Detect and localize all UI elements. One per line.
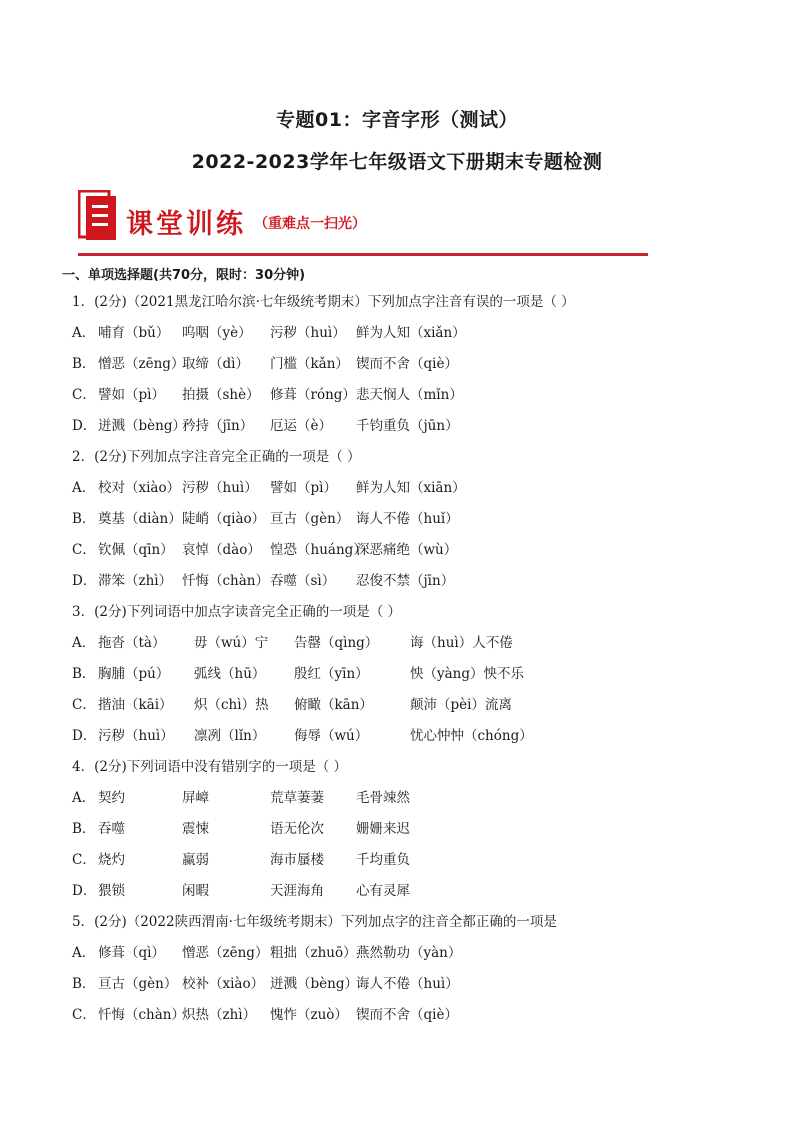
option-item: 譬如（pì） bbox=[270, 480, 337, 496]
option-item: 呜咽（yè） bbox=[182, 325, 252, 341]
option-item: 告罄（qìng） bbox=[294, 635, 379, 651]
option-item: 拍摄（shè） bbox=[182, 387, 260, 403]
banner-divider bbox=[78, 253, 648, 256]
option-item: 语无伦次 bbox=[270, 821, 324, 837]
option-label: B． bbox=[72, 821, 96, 837]
option-item: 锲而不舍（qiè） bbox=[356, 356, 458, 372]
option-item: 炽（chì）热 bbox=[194, 697, 269, 713]
option-item: 揩油（kāi） bbox=[98, 697, 173, 713]
option-label: D． bbox=[72, 418, 97, 434]
option-label: A． bbox=[72, 325, 96, 341]
option-label: B． bbox=[72, 666, 96, 682]
option-item: 钦佩（qīn） bbox=[98, 542, 174, 558]
option-item: 鲜为人知（xiǎn） bbox=[356, 325, 466, 341]
option-label: C． bbox=[72, 697, 96, 713]
option-item: 毛骨竦然 bbox=[356, 790, 410, 806]
option-item: 弧线（hū） bbox=[194, 666, 266, 682]
option-item: 燕然勒功（yàn） bbox=[356, 945, 462, 961]
option-item: 污秽（huì） bbox=[98, 728, 174, 744]
option-item: 心有灵犀 bbox=[356, 883, 410, 899]
option-item: 震悚 bbox=[182, 821, 209, 837]
option-item: 千钧重负（jūn） bbox=[356, 418, 459, 434]
option-row bbox=[72, 535, 752, 566]
option-item: 赢弱 bbox=[182, 852, 209, 868]
question-stem: 4．(2分)下列词语中没有错别字的一项是（ ） bbox=[72, 759, 348, 775]
option-label: B． bbox=[72, 356, 96, 372]
option-item: 憎恶（zēng） bbox=[98, 356, 185, 372]
option-item: 陡峭（qiào） bbox=[182, 511, 266, 527]
option-item: 胸脯（pú） bbox=[98, 666, 170, 682]
document-icon bbox=[78, 190, 118, 242]
option-label: B． bbox=[72, 511, 96, 527]
option-item: 迸溅（bèng） bbox=[98, 418, 186, 434]
option-item: 颠沛（pèi）流离 bbox=[410, 697, 512, 713]
option-item: 姗姗来迟 bbox=[356, 821, 410, 837]
option-item: 拖沓（tà） bbox=[98, 635, 166, 651]
banner-title: 课堂训练 bbox=[126, 209, 246, 240]
option-item: 校补（xiào） bbox=[182, 976, 265, 992]
option-item: 荒草萋萋 bbox=[270, 790, 324, 806]
option-item: 忧心忡忡（chóng） bbox=[410, 728, 533, 744]
option-item: 取缔（dì） bbox=[182, 356, 249, 372]
option-item: 天涯海角 bbox=[270, 883, 324, 899]
option-row bbox=[72, 969, 752, 1000]
page-subtitle: 2022-2023学年七年级语文下册期末专题检测 bbox=[191, 151, 603, 173]
option-item: 契约 bbox=[98, 790, 125, 806]
option-item: 迸溅（bèng） bbox=[270, 976, 358, 992]
option-item: 悲天悯人（mǐn） bbox=[356, 387, 463, 403]
option-item: 炽热（zhì） bbox=[182, 1007, 257, 1023]
option-item: 毋（wú）宁 bbox=[194, 635, 269, 651]
option-item: 诲人不倦（huǐ） bbox=[356, 511, 459, 527]
option-row bbox=[72, 349, 752, 380]
option-row bbox=[72, 938, 752, 969]
option-row bbox=[72, 814, 752, 845]
section-banner bbox=[78, 190, 648, 260]
option-item: 亘古（gèn） bbox=[98, 976, 178, 992]
option-item: 闲暇 bbox=[182, 883, 209, 899]
option-row bbox=[72, 690, 752, 721]
option-row bbox=[72, 380, 752, 411]
option-item: 门槛（kǎn） bbox=[270, 356, 349, 372]
option-item: 深恶痛绝（wù） bbox=[356, 542, 458, 558]
option-label: A． bbox=[72, 790, 96, 806]
option-item: 怏（yàng）怏不乐 bbox=[410, 666, 525, 682]
option-label: C． bbox=[72, 1007, 96, 1023]
option-item: 粗拙（zhuō） bbox=[270, 945, 357, 961]
option-label: C． bbox=[72, 542, 96, 558]
option-row bbox=[72, 504, 752, 535]
option-item: 猥锁 bbox=[98, 883, 125, 899]
option-item: 忏悔（chàn） bbox=[182, 573, 269, 589]
option-row bbox=[72, 659, 752, 690]
option-item: 憎恶（zēng） bbox=[182, 945, 269, 961]
option-row bbox=[72, 318, 752, 349]
option-item: 奠基（diàn） bbox=[98, 511, 182, 527]
option-item: 矜持（jīn） bbox=[182, 418, 254, 434]
option-row bbox=[72, 473, 752, 504]
option-item: 忍俊不禁（jīn） bbox=[356, 573, 455, 589]
question-stem: 5．(2分)（2022陕西渭南·七年级统考期末）下列加点字的注音全都正确的一项是 bbox=[72, 914, 557, 930]
option-row bbox=[72, 783, 752, 814]
option-row bbox=[72, 566, 752, 597]
option-label: C． bbox=[72, 852, 96, 868]
option-item: 惶恐（huáng） bbox=[270, 542, 367, 558]
question-stem: 1．(2分)（2021黑龙江哈尔滨·七年级统考期末）下列加点字注音有误的一项是（ ） bbox=[72, 294, 575, 310]
option-item: 修葺（róng） bbox=[270, 387, 356, 403]
option-label: A． bbox=[72, 635, 96, 651]
option-item: 譬如（pì） bbox=[98, 387, 165, 403]
option-row bbox=[72, 1000, 752, 1031]
option-item: 吞噬（sì） bbox=[270, 573, 336, 589]
option-item: 烧灼 bbox=[98, 852, 125, 868]
option-item: 屏嶂 bbox=[182, 790, 209, 806]
question-stem: 3．(2分)下列词语中加点字读音完全正确的一项是（ ） bbox=[72, 604, 402, 620]
banner-subtitle: （重难点一扫光） bbox=[254, 216, 366, 232]
option-item: 污秽（huì） bbox=[182, 480, 258, 496]
option-item: 诲（huì）人不倦 bbox=[410, 635, 513, 651]
option-item: 殷红（yīn） bbox=[294, 666, 369, 682]
option-label: D． bbox=[72, 728, 97, 744]
option-item: 忏悔（chàn） bbox=[98, 1007, 185, 1023]
option-row bbox=[72, 628, 752, 659]
option-item: 锲而不舍（qiè） bbox=[356, 1007, 458, 1023]
question-stem: 2．(2分)下列加点字注音完全正确的一项是（ ） bbox=[72, 449, 361, 465]
option-item: 哀悼（dào） bbox=[182, 542, 261, 558]
option-label: A． bbox=[72, 480, 96, 496]
option-row bbox=[72, 876, 752, 907]
question-list bbox=[72, 287, 752, 1031]
option-label: D． bbox=[72, 573, 97, 589]
option-item: 滞笨（zhì） bbox=[98, 573, 173, 589]
option-label: B． bbox=[72, 976, 96, 992]
option-item: 愧怍（zuò） bbox=[270, 1007, 348, 1023]
option-label: C． bbox=[72, 387, 96, 403]
option-item: 鲜为人知（xiān） bbox=[356, 480, 466, 496]
option-row bbox=[72, 845, 752, 876]
option-label: A． bbox=[72, 945, 96, 961]
option-row bbox=[72, 721, 752, 752]
option-label: D． bbox=[72, 883, 97, 899]
option-item: 侮辱（wú） bbox=[294, 728, 369, 744]
page-title: 专题01：字音字形（测试） bbox=[276, 109, 518, 131]
option-item: 哺育（bǔ） bbox=[98, 325, 170, 341]
option-row bbox=[72, 411, 752, 442]
option-item: 校对（xiào） bbox=[98, 480, 181, 496]
option-item: 俯瞰（kān） bbox=[294, 697, 373, 713]
option-item: 吞噬 bbox=[98, 821, 125, 837]
option-item: 亘古（gèn） bbox=[270, 511, 350, 527]
option-item: 厄运（è） bbox=[270, 418, 332, 434]
option-item: 诲人不倦（huì） bbox=[356, 976, 459, 992]
option-item: 海市蜃楼 bbox=[270, 852, 324, 868]
section-heading: 一、单项选择题(共70分，限时：30分钟) bbox=[62, 268, 306, 283]
option-item: 修葺（qì） bbox=[98, 945, 165, 961]
option-item: 凛冽（lǐn） bbox=[194, 728, 266, 744]
option-item: 千均重负 bbox=[356, 852, 410, 868]
option-item: 污秽（huì） bbox=[270, 325, 346, 341]
